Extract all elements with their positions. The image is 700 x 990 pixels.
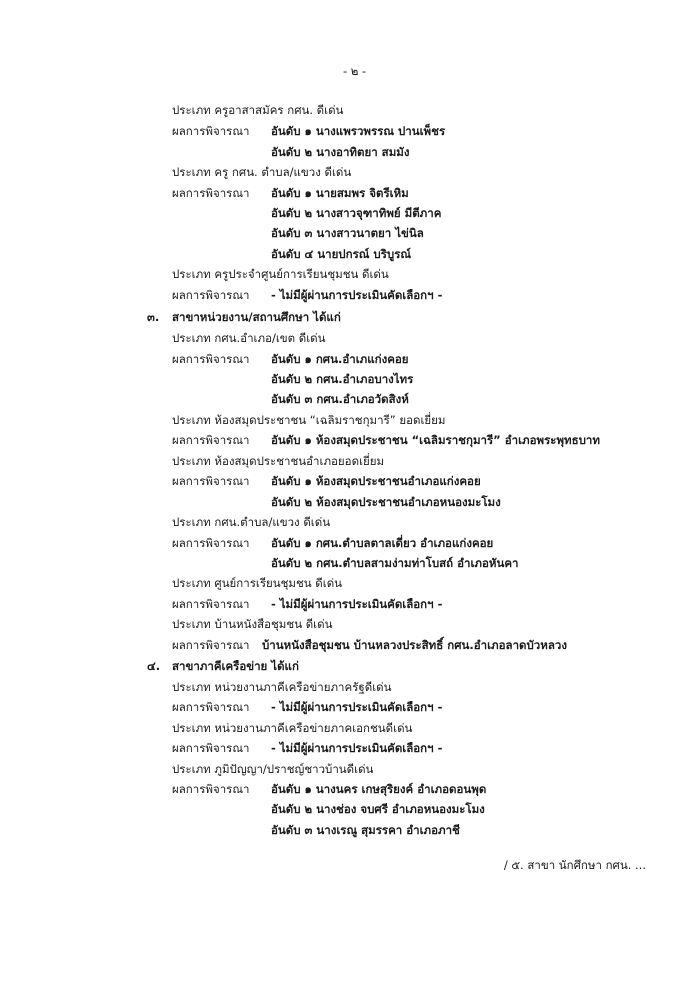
result-label: ผลการพิจารณา xyxy=(172,782,250,796)
section-3-number: ๓. xyxy=(147,310,160,324)
tambon-teacher-rank-3: อันดับ ๓ นางสาวนาตยา ไข่นิล xyxy=(271,226,424,240)
gov-network-result: - ไม่มีผู้ผ่านการประเมินคัดเลือกฯ - xyxy=(271,700,443,714)
district-rank-3: อันดับ ๓ กศน.อำเภอวัดสิงห์ xyxy=(271,392,409,406)
section-4-number: ๔. xyxy=(147,659,161,673)
category-royal-library: ประเภท ห้องสมุดประชาชน “เฉลิมราชกุมารี” ยอดเยี่ยม xyxy=(172,413,446,427)
result-label: ผลการพิจารณา xyxy=(172,597,250,611)
result-label: ผลการพิจารณา xyxy=(172,474,250,488)
section-4-heading: สาขาภาคีเครือข่าย ได้แก่ xyxy=(172,659,299,673)
page-number: - ๒ - xyxy=(343,64,367,78)
category-local-wisdom: ประเภท ภูมิปัญญา/ปราชญ์ชาวบ้านดีเด่น xyxy=(172,762,374,776)
result-label: ผลการพิจารณา xyxy=(172,352,250,366)
category-gov-network: ประเภท หน่วยงานภาคีเครือข่ายภาครัฐดีเด่น xyxy=(172,680,392,694)
category-learning-center: ประเภท ศูนย์การเรียนชุมชน ดีเด่น xyxy=(172,576,343,590)
reading-house-result: บ้านหนังสือชุมชน บ้านหลวงประสิทธิ์ กศน.อำเภอลาดบัวหลวง xyxy=(262,638,567,652)
category-volunteer-teacher: ประเภท ครูอาสาสมัคร กศน. ดีเด่น xyxy=(172,103,344,117)
result-label: ผลการพิจารณา xyxy=(172,288,250,302)
tambon-office-rank-1: อันดับ ๑ กศน.ตำบลตาลเดี่ยว อำเภอแก่งคอย xyxy=(271,536,494,550)
category-district-office: ประเภท กศน.อำเภอ/เขต ดีเด่น xyxy=(172,331,326,345)
category-center-teacher: ประเภท ครูประจำศูนย์การเรียนชุมชน ดีเด่น xyxy=(172,267,389,281)
learning-center-result: - ไม่มีผู้ผ่านการประเมินคัดเลือกฯ - xyxy=(271,597,443,611)
category-reading-house: ประเภท บ้านหนังสือชุมชน ดีเด่น xyxy=(172,617,333,631)
result-label: ผลการพิจารณา xyxy=(172,741,250,755)
tambon-teacher-rank-1: อันดับ ๑ นายสมพร จิตรีเหิม xyxy=(271,186,409,200)
private-network-result: - ไม่มีผู้ผ่านการประเมินคัดเลือกฯ - xyxy=(271,741,443,755)
volunteer-rank-2: อันดับ ๒ นางอาทิตยา สมมัง xyxy=(271,145,410,159)
district-library-rank-1: อันดับ ๑ ห้องสมุดประชาชนอำเภอแก่งคอย xyxy=(271,474,481,488)
result-label: ผลการพิจารณา xyxy=(172,536,250,550)
footer-continuation: / ๕. สาขา นักศึกษา กศน. ... xyxy=(503,858,646,872)
wisdom-rank-3: อันดับ ๓ นางเรณู สุมรรคา อำเภอภาชี xyxy=(271,823,460,837)
result-label: ผลการพิจารณา xyxy=(172,433,250,447)
category-district-library: ประเภท ห้องสมุดประชาชนอำเภอยอดเยี่ยม xyxy=(172,454,385,468)
district-rank-2: อันดับ ๒ กศน.อำเภอบางไทร xyxy=(271,372,414,386)
center-teacher-result: - ไม่มีผู้ผ่านการประเมินคัดเลือกฯ - xyxy=(271,288,443,302)
wisdom-rank-1: อันดับ ๑ นางนคร เกษสุริยงค์ อำเภอดอนพุด xyxy=(271,782,487,796)
result-label: ผลการพิจารณา xyxy=(172,700,250,714)
tambon-teacher-rank-2: อันดับ ๒ นางสาวจุฑาทิพย์ มีตีภาค xyxy=(271,206,442,220)
result-label: ผลการพิจารณา xyxy=(172,186,250,200)
section-3-heading: สาขาหน่วยงาน/สถานศึกษา ได้แก่ xyxy=(172,310,341,324)
royal-library-rank-1: อันดับ ๑ ห้องสมุดประชาชน “เฉลิมราชกุมารี” อำเภอพระพุทธบาท xyxy=(271,433,600,447)
tambon-teacher-rank-4: อันดับ ๔ นายปกรณ์ บริบูรณ์ xyxy=(271,247,412,261)
district-library-rank-2: อันดับ ๒ ห้องสมุดประชาชนอำเภอหนองมะโมง xyxy=(271,495,501,509)
tambon-office-rank-2: อันดับ ๒ กศน.ตำบลสามง่ามท่าโบสถ์ อำเภอหันคา xyxy=(271,556,519,570)
category-private-network: ประเภท หน่วยงานภาคีเครือข่ายภาคเอกชนดีเด่น xyxy=(172,721,413,735)
volunteer-rank-1: อันดับ ๑ นางแพรวพรรณ ปานเพ็ชร xyxy=(271,124,446,138)
result-label: ผลการพิจารณา xyxy=(172,638,250,652)
wisdom-rank-2: อันดับ ๒ นางช่อง จบศรี อำเภอหนองมะโมง xyxy=(271,802,485,816)
result-label: ผลการพิจารณา xyxy=(172,124,250,138)
district-rank-1: อันดับ ๑ กศน.อำเภแก่งคอย xyxy=(271,352,409,366)
category-tambon-office: ประเภท กศน.ตำบล/แขวง ดีเด่น xyxy=(172,515,331,529)
category-tambon-teacher: ประเภท ครู กศน. ตำบล/แขวง ดีเด่น xyxy=(172,165,352,179)
